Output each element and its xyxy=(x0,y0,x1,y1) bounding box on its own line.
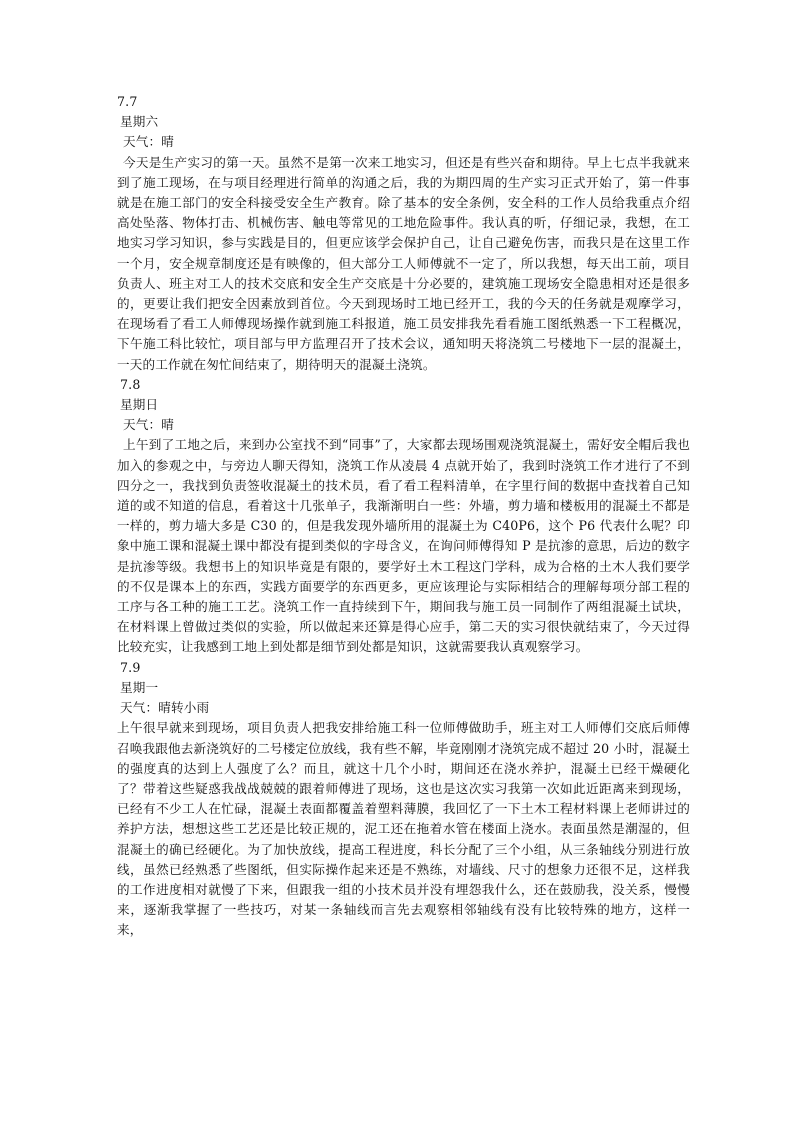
entry-weather: 天气：晴 xyxy=(123,417,174,433)
entry-date: 7.9 xyxy=(120,659,141,675)
entry-weekday: 星期六 xyxy=(120,114,159,130)
diary-entry xyxy=(117,375,690,658)
entry-body: 今天是生产实习的第一天。虽然不是第一次来工地实习，但还是有些兴奋和期待。早上七点半我就来到了施工现场，在与项目经理进行简单的沟通之后，我的为期四周的生产实习正式开始了，第一件事就是在施工部门的安全科接受安全生产教育。除了基本的安全条例，安全科的工作人员给我重点介绍高处坠落、物体打击、机械伤害、触电等常见的工地危险事件。我认真的听，仔细记录，我想，在工地实习学习知识，参与实践是目的，但更应该学会保护自己，让自己避免伤害，而我只是在这里工作一个月，安全规章制度还是有映像的，但大部分工人师傅就不一定了，所以我想，每天出工前，项目负责人、班主对工人的技术交底和安全生产交底是十分必要的，建筑施工现场安全隐患相对还是很多的，更要让我们把安全因素放到首位。今天到现场时工地已经开工，我的今天的任务就是观摩学习，在现场看了看工人师傅现场操作就到施工科报道，施工员安排我先看看施工图纸熟悉一下工程概况，下午施工科比较忙，项目部与甲方监理召开了技术会议，通知明天将浇筑二号楼地下一层的混凝土，一天的工作就在匆忙间结束了，期待明天的混凝土浇筑。 xyxy=(117,154,690,372)
entry-date: 7.8 xyxy=(120,376,141,392)
diary-entry xyxy=(117,92,690,375)
entry-date: 7.7 xyxy=(117,94,138,109)
document-page xyxy=(117,92,690,941)
entry-weekday: 星期一 xyxy=(120,679,159,695)
entry-weather: 天气：晴 xyxy=(123,134,174,150)
entry-body: 上午到了工地之后，来到办公室找不到“同事”了，大家都去现场围观浇筑混凝土，需好安全帽后我也加入的参观之中，与旁边人聊天得知，浇筑工作从凌晨 4 点就开始了，我到时浇筑工作才进行了不到四分之一，我找到负责签收混凝土的技术员，看了看工程料清单，在字里行间的数据中查找着自己知道的或不知道的信息，看着这十几张单子，我渐渐明白一些：外墙，剪力墙和楼板用的混凝土不都是一样的，剪力墙大多是 C30 的，但是我发现外墙所用的混凝土为 C40P6，这个 P6 代表什么呢？印象中施工课和混凝土课中都没有提到类似的字母含义，在询问师傅得知 P 是抗渗的意思，后边的数字是抗渗等级。我想书上的知识毕竟是有限的，要学好土木工程这门学科，成为合格的土木人我们要学的不仅是课本上的东西，实践方面要学的东西更多，更应该理论与实际相结合的理解每项分部工程的工序与各工种的施工工艺。浇筑工作一直持续到下午，期间我与施工员一同制作了两组混凝土试块，在材料课上曾做过类似的实验，所以做起来还算是得心应手，第二天的实习很快就结束了，今天过得比较充实，让我感到工地上到处都是细节到处都是知识，这就需要我认真观察学习。 xyxy=(117,437,690,655)
entry-body: 上午很早就来到现场，项目负责人把我安排给施工科一位师傅做助手，班主对工人师傅们交底后师傅召唤我跟他去新浇筑好的二号楼定位放线，我有些不解，毕竟刚刚才浇筑完成不超过 20 小时，混凝土的强度真的达到上人强度了么？而且，就这十几个小时，期间还在浇水养护，混凝土已经干燥硬化了？带着这些疑惑我战战兢兢的跟着师傅进了现场，这也是这次实习我第一次如此近距离来到现场，已经有不少工人在忙碌，混凝土表面都覆盖着塑料薄膜，我回忆了一下土木工程材料课上老师讲过的养护方法，想想这些工艺还是比较正规的，泥工还在拖着水管在楼面上浇水。表面虽然是潮湿的，但混凝土的确已经硬化。为了加快放线，提高工程进度，科长分配了三个小组，从三条轴线分别进行放线，虽然已经熟悉了些图纸，但实际操作起来还是不熟练，对墙线、尺寸的想象力还很不足，这样我的工作进度相对就慢了下来，但跟我一组的小技术员并没有埋怨我什么，还在鼓励我，没关系，慢慢来，逐渐我掌握了一些技巧，对某一条轴线而言先去观察相邻轴线有没有比较特殊的地方，这样一来， xyxy=(117,720,690,938)
entry-weekday: 星期日 xyxy=(120,397,159,413)
entry-weather: 天气：晴转小雨 xyxy=(120,700,210,716)
diary-entry xyxy=(117,658,690,941)
